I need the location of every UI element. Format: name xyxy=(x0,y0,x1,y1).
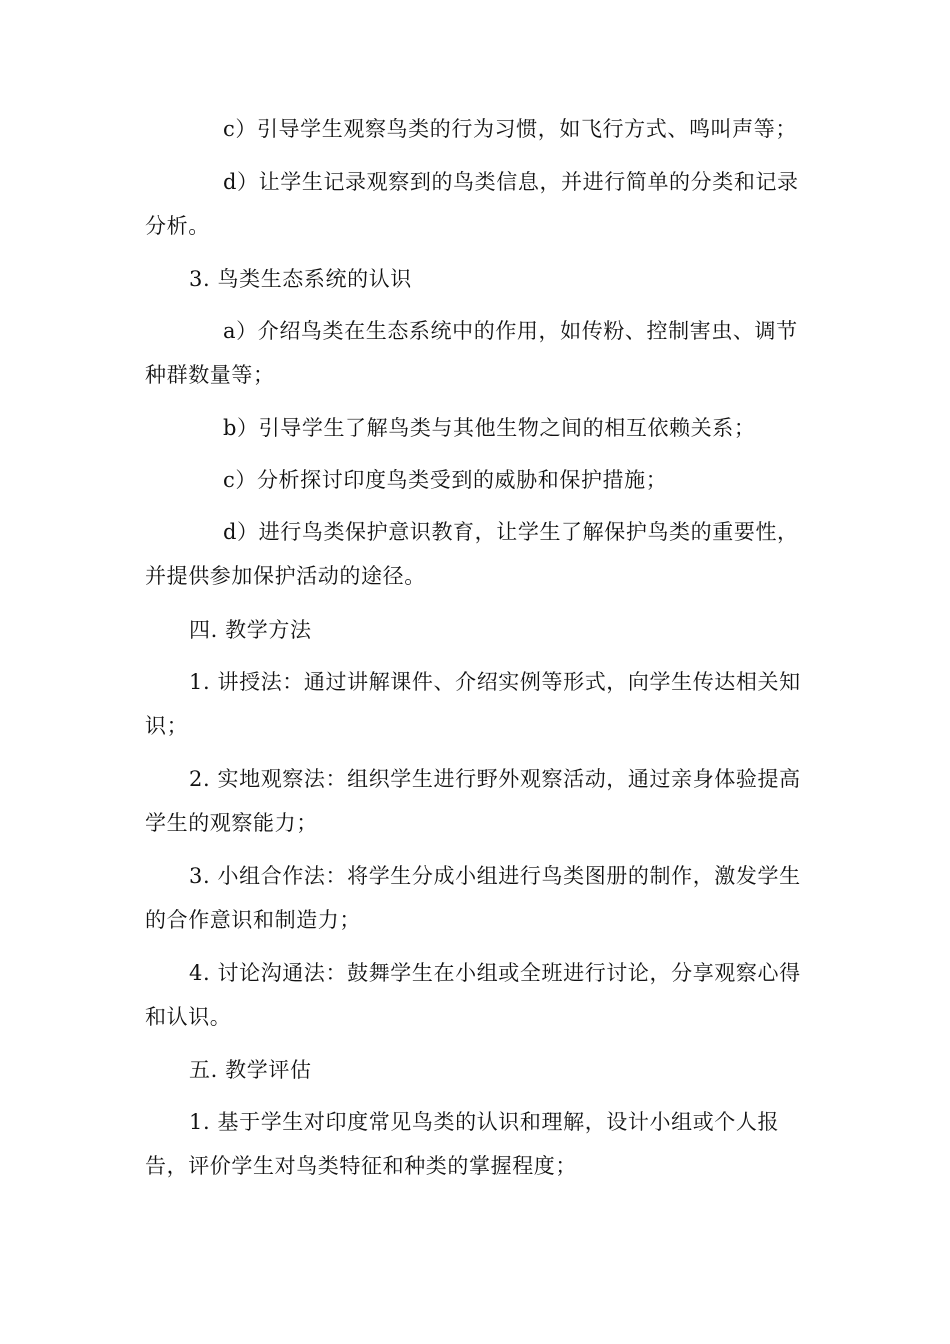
item-d-record-info: d）让学生记录观察到的鸟类信息，并进行简单的分类和记录分析。 xyxy=(145,170,799,238)
section-heading-methods: 四. 教学方法 xyxy=(189,618,312,642)
method-discussion: 4. 讨论沟通法：鼓舞学生在小组或全班进行讨论，分享观察心得和认识。 xyxy=(145,961,801,1029)
section-heading-evaluation: 五. 教学评估 xyxy=(189,1058,312,1082)
evaluation-item-1: 1. 基于学生对印度常见鸟类的认识和理解，设计小组或个人报告，评价学生对鸟类特征和种类的掌握程度； xyxy=(145,1110,780,1178)
item-b-interdependence: b）引导学生了解鸟类与其他生物之间的相互依赖关系； xyxy=(223,416,756,440)
item-d-protection-education: d）进行鸟类保护意识教育，让学生了解保护鸟类的重要性，并提供参加保护活动的途径。 xyxy=(145,520,799,588)
method-lecture: 1. 讲授法：通过讲解课件、介绍实例等形式，向学生传达相关知识； xyxy=(145,670,801,738)
heading-ecosystem: 3. 鸟类生态系统的认识 xyxy=(189,267,412,291)
item-a-ecosystem-role: a）介绍鸟类在生态系统中的作用，如传粉、控制害虫、调节种群数量等； xyxy=(145,319,798,387)
method-field-observation: 2. 实地观察法：组织学生进行野外观察活动，通过亲身体验提高学生的观察能力； xyxy=(145,767,801,835)
item-c-bird-behavior: c）引导学生观察鸟类的行为习惯，如飞行方式、鸣叫声等； xyxy=(223,117,797,141)
method-group-work: 3. 小组合作法：将学生分成小组进行鸟类图册的制作，激发学生的合作意识和制造力； xyxy=(145,864,801,932)
item-c-threats: c）分析探讨印度鸟类受到的威胁和保护措施； xyxy=(223,468,668,492)
